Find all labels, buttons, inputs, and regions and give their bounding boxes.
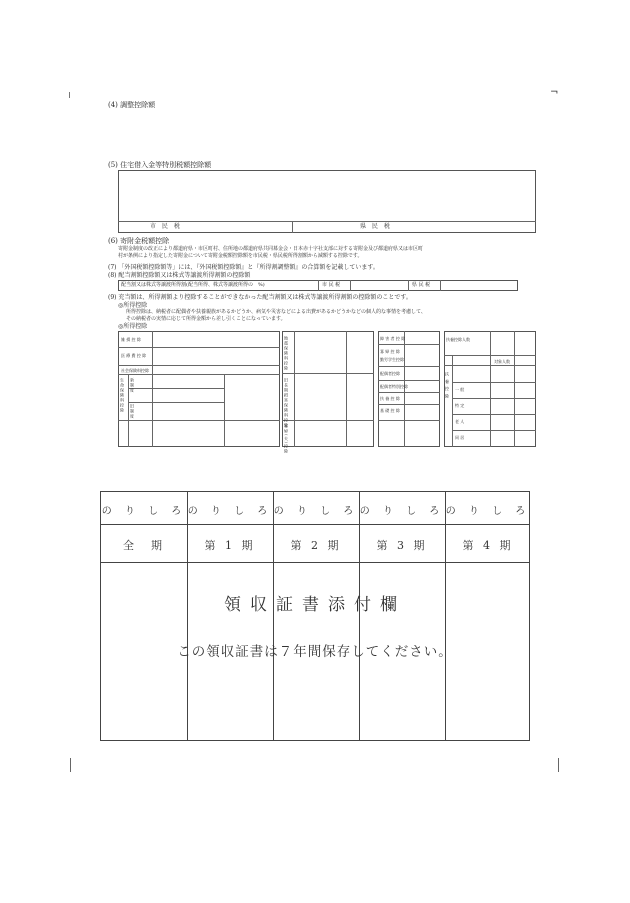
period-2: 第 2 期	[290, 539, 342, 552]
right-row-5	[378, 404, 440, 405]
receipt-note: この領収証書は７年間保存してください。	[177, 644, 453, 660]
receipt-attachment-table	[100, 491, 530, 741]
far-right-vertical-4: 同 居	[455, 435, 465, 440]
furigana-1: の り し ろ	[187, 506, 273, 517]
scan-line-right	[558, 758, 559, 772]
dividend-sep-3	[408, 280, 409, 291]
mid-inner-col	[294, 331, 295, 447]
left-vertical-1: 新制度	[130, 378, 135, 393]
furigana-3: の り し ろ	[359, 506, 445, 517]
right-row-label-0: 障 害 者 控 除	[380, 336, 406, 341]
period-3: 第 3 期	[376, 539, 428, 552]
right-row-label-4: 配偶者特別控除	[380, 384, 408, 389]
section-9-text-4: その納税者の実情に応じて所得金額から差し引くことになっています。	[126, 316, 286, 322]
far-right-vertical-0: 扶 養 控 除	[445, 372, 450, 399]
right-row-2	[378, 366, 440, 367]
left-row-4	[128, 388, 224, 389]
left-inner-col	[152, 331, 153, 447]
mid-vertical-0: 地震保険料控除	[284, 336, 289, 371]
receipt-col-sep-3	[359, 492, 360, 740]
right-row-label-5: 扶 養 控 除	[380, 396, 400, 401]
mid-inner-col-2	[346, 331, 347, 447]
dividend-cell-2: 市 民 税	[322, 282, 341, 288]
right-row-1	[378, 344, 440, 345]
section-4-label: (4) 調整控除額	[108, 101, 156, 109]
section-6-text-1: 寄附金制度の改正により都道府県・市区町村、住所地の都道府県共同募金会・日本赤十字社支部に対する寄附金及び都道府県又は市区町	[118, 246, 424, 252]
receipt-col-sep-1	[187, 492, 188, 740]
dividend-cell-3: 県 民 税	[412, 282, 431, 288]
housing-loan-midline	[292, 221, 293, 233]
receipt-row-sep-2	[101, 562, 529, 563]
furigana-2: の り し ろ	[273, 506, 359, 517]
far-right-row-6	[452, 430, 536, 431]
period-4: 第 4 期	[462, 539, 514, 552]
deduction-form-left	[118, 331, 280, 447]
section-5-label: (5) 住宅借入金等特別税額控除額	[108, 161, 212, 169]
dividend-sep-1	[318, 280, 319, 291]
section-9-text-1: (9) 充当額は、所得割額より控除することができなかった配当割額又は株式等譲渡所得割額の控除額のことです。	[108, 294, 412, 301]
right-row-3	[378, 380, 440, 381]
mid-vertical-2: 寡婦(夫)控除	[284, 424, 289, 455]
left-row-label-1: 医 療 費 控 除	[121, 353, 147, 358]
section-9-text-3: 所得控除は、納税者に配偶者や扶養親族があるかどうか、病気や災害などによる出費があるかどうかなどの個人的な事情を考慮して、	[126, 309, 426, 315]
right-row-6	[378, 420, 440, 421]
dividend-sep-4	[440, 280, 441, 291]
left-vertical-2: 旧制度	[130, 404, 135, 419]
furigana-4: の り し ろ	[445, 506, 531, 517]
section-9-text-5: ◎所得控除	[118, 323, 148, 330]
scan-line-left	[70, 758, 71, 772]
dividend-sep-2	[350, 280, 351, 291]
left-row-1	[118, 347, 280, 348]
right-row-label-1: 寡 婦 控 除	[380, 349, 400, 354]
housing-loan-divider	[118, 221, 536, 222]
left-row-5	[128, 402, 224, 403]
receipt-title: 領収証書添付欄	[224, 595, 406, 615]
far-right-head-1: 対象人数	[494, 359, 510, 364]
deduction-form-middle	[282, 331, 374, 447]
receipt-col-sep-2	[273, 492, 274, 740]
mid-vertical-1: 旧長期損害保険料控除	[284, 378, 289, 428]
furigana-0: の り し ろ	[101, 506, 187, 517]
receipt-row-sep-1	[101, 524, 529, 525]
left-inner-col-3	[224, 374, 225, 447]
period-all: 全 期	[123, 539, 165, 552]
far-right-vertical-2: 特 定	[455, 403, 465, 408]
section-6-label: (6) 寄附金税額控除	[108, 237, 170, 245]
far-right-row-2	[444, 365, 536, 366]
right-row-label-6: 基 礎 控 除	[380, 408, 400, 413]
far-right-row-4	[452, 398, 536, 399]
left-row-3	[118, 374, 280, 375]
right-row-label-2: 勤労学生控除	[380, 357, 404, 362]
far-right-col-1	[452, 355, 453, 447]
left-row-label-0: 雑 損 控 除	[121, 337, 141, 342]
pref-tax-label: 県 民 税	[360, 223, 392, 230]
far-right-head-0: 扶養控除人数	[446, 337, 470, 342]
corner-mark-right: ¬	[550, 87, 559, 98]
mid-row-2	[282, 420, 374, 421]
section-6-text-2: 村が条例により指定した寄附金について寄附金税額控除額を市民税・県民税所得割額から減額する控除です。	[118, 253, 363, 259]
section-8-label: (8) 配当割額控除額又は株式等譲渡所得割額の控除額	[108, 272, 251, 279]
receipt-col-sep-4	[445, 492, 446, 740]
right-row-4	[378, 392, 440, 393]
left-row-6	[118, 420, 280, 421]
far-right-vertical-1: 一 般	[455, 387, 465, 392]
section-9-text-2: ◎所得控除	[118, 302, 148, 309]
far-right-row-3	[452, 382, 536, 383]
far-right-vertical-3: 老 人	[455, 419, 465, 424]
left-vertical-0: 生命保険料控除	[120, 378, 125, 413]
corner-mark-left	[69, 92, 70, 98]
far-right-row-1	[444, 355, 536, 356]
right-row-label-3: 配偶者控除	[380, 371, 400, 376]
dividend-cell-1: 配当割又は株式等譲渡所得割(配当所得、株式等譲渡所得の %)	[121, 282, 265, 288]
far-right-row-5	[452, 414, 536, 415]
left-row-2	[118, 365, 280, 366]
mid-row-1	[282, 373, 374, 374]
period-1: 第 1 期	[204, 539, 256, 552]
city-tax-label: 市 民 税	[150, 223, 182, 230]
section-7-label: (7) 「外国税額控除額等」には、『外国税額控除額』と『所得割調整額』の合算額を記載しています。	[108, 264, 379, 271]
left-row-label-2: 社会保険料控除	[121, 368, 149, 373]
